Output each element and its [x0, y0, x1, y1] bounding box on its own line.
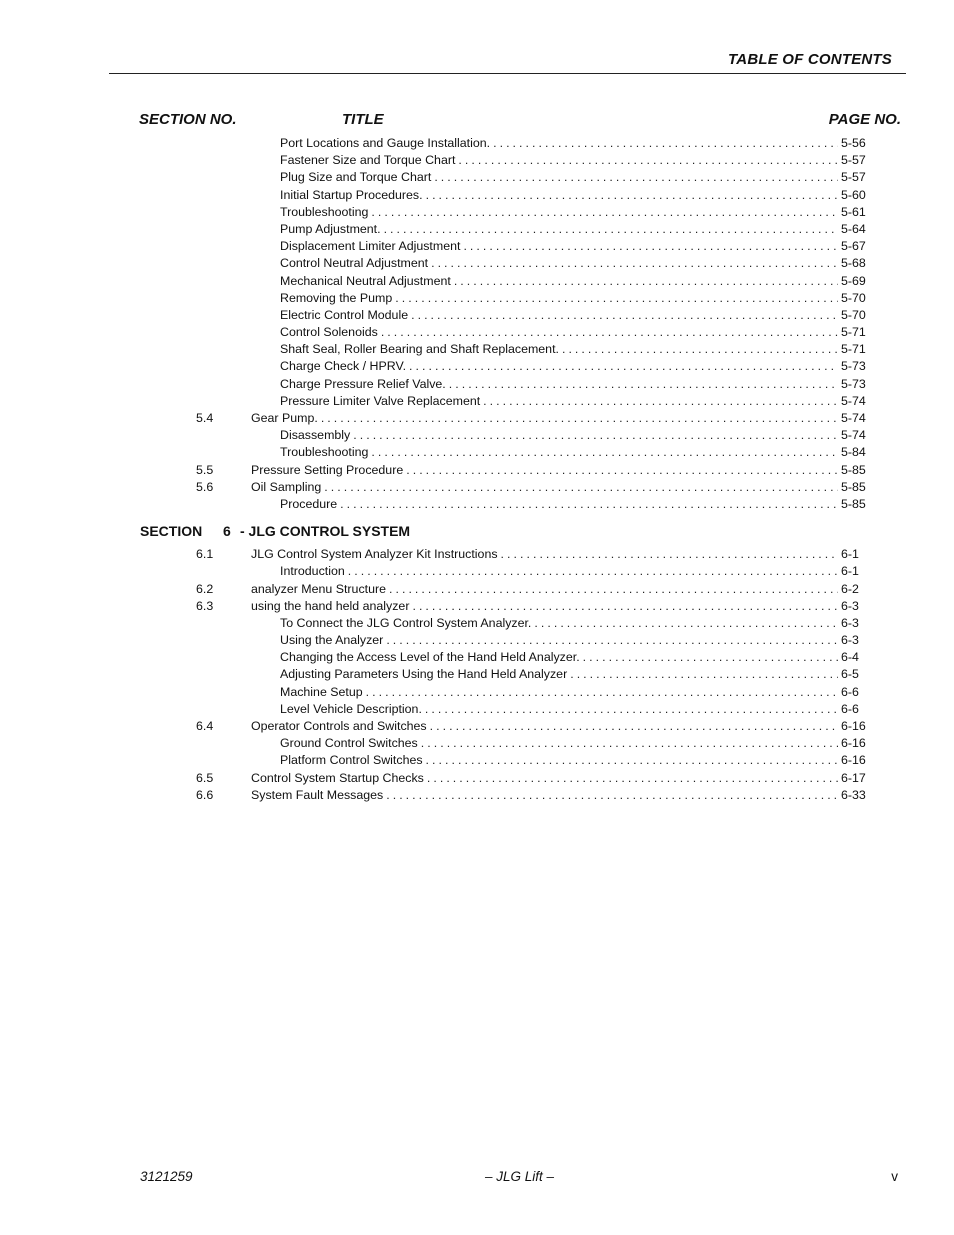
dot-leader: [427, 770, 838, 787]
toc-entry-title: Control Neutral Adjustment: [280, 256, 429, 271]
toc-entry[interactable]: [0, 376, 954, 393]
toc-group-section-5: [0, 135, 954, 513]
toc-entry-page: 6-3: [841, 633, 859, 648]
dot-leader: [386, 787, 838, 804]
dot-leader: [421, 735, 838, 752]
toc-entry[interactable]: [0, 563, 954, 580]
toc-entry[interactable]: [0, 152, 954, 169]
footer-doc-number: 3121259: [140, 1169, 193, 1184]
toc-entry[interactable]: [0, 444, 954, 461]
section-heading[interactable]: [0, 521, 954, 541]
toc-entry[interactable]: [0, 496, 954, 513]
toc-entry-page: 5-57: [841, 170, 866, 185]
dot-leader: [458, 152, 838, 169]
toc-entry-title: Disassembly: [280, 428, 351, 443]
toc-entry-line: [280, 632, 867, 649]
toc-entry[interactable]: [0, 770, 954, 787]
dot-leader: [483, 393, 838, 410]
toc-entry[interactable]: [0, 187, 954, 204]
dot-leader: [501, 546, 838, 563]
toc-entry[interactable]: [0, 238, 954, 255]
toc-entry-page: 5-68: [841, 256, 866, 271]
toc-entry-title: To Connect the JLG Control System Analyzer.: [280, 615, 532, 630]
toc-entry-page: 5-61: [841, 204, 866, 219]
toc-entry[interactable]: [0, 684, 954, 701]
toc-entry-line: [280, 735, 867, 752]
toc-entry-page: 5-69: [841, 273, 866, 288]
section-number: 6: [223, 523, 231, 540]
toc-entry-title: Level Vehicle Description.: [280, 701, 422, 716]
dot-leader: [366, 684, 838, 701]
toc-entry[interactable]: [0, 735, 954, 752]
toc-entry-line: [280, 666, 867, 683]
toc-entry-page: 6-6: [841, 684, 859, 699]
toc-entry-title: Electric Control Module: [280, 307, 409, 322]
toc-entry-number: 6.2: [196, 581, 214, 596]
toc-entry[interactable]: [0, 701, 954, 718]
toc-entry[interactable]: [0, 307, 954, 324]
toc-entry-title: Control System Startup Checks: [251, 770, 424, 785]
toc-entry-line: [280, 273, 867, 290]
toc-entry-page: 5-70: [841, 307, 866, 322]
toc-entry[interactable]: [0, 666, 954, 683]
toc-entry[interactable]: [0, 410, 954, 427]
toc-entry-page: 6-1: [841, 547, 859, 562]
dot-leader: [409, 358, 838, 375]
toc-entry-page: 6-3: [841, 598, 859, 613]
toc-entry-line: [251, 787, 867, 804]
dot-leader: [426, 752, 838, 769]
toc-entry[interactable]: [0, 204, 954, 221]
dot-leader: [434, 169, 838, 186]
toc-entry-page: 6-6: [841, 701, 859, 716]
toc-entry-page: 5-73: [841, 359, 866, 374]
dot-leader: [371, 204, 838, 221]
toc-entry-line: [280, 563, 867, 580]
toc-entry-line: [280, 204, 867, 221]
dot-leader: [411, 307, 838, 324]
dot-leader: [412, 598, 838, 615]
toc-entry[interactable]: [0, 393, 954, 410]
header-rule: [109, 73, 906, 74]
dot-leader: [386, 632, 838, 649]
dot-leader: [426, 187, 838, 204]
toc-entry[interactable]: [0, 752, 954, 769]
toc-entry-line: [280, 649, 867, 666]
toc-entry-line: [280, 290, 867, 307]
toc-entry-line: [251, 770, 867, 787]
toc-entry-title: Shaft Seal, Roller Bearing and Shaft Replacement.: [280, 342, 559, 357]
toc-entry[interactable]: [0, 787, 954, 804]
toc-entry-title: Operator Controls and Switches: [251, 719, 427, 733]
toc-entry-line: [251, 479, 867, 496]
toc-entry-page: 5-85: [841, 479, 866, 494]
toc-entry-title: Pressure Limiter Valve Replacement: [280, 393, 481, 408]
dot-leader: [431, 255, 838, 272]
column-header-title: TITLE: [342, 111, 384, 128]
toc-entry-page: 6-16: [841, 736, 866, 751]
dot-leader: [384, 221, 838, 238]
toc-entry-line: [280, 427, 867, 444]
toc-entry-line: [280, 752, 867, 769]
toc-entry-line: [280, 444, 867, 461]
toc-entry-title: Pump Adjustment.: [280, 221, 381, 236]
toc-entry-number: 6.4: [196, 719, 214, 733]
toc-entry[interactable]: [0, 324, 954, 341]
toc-entry-title: using the hand held analyzer: [251, 598, 410, 613]
toc-entry-title: JLG Control System Analyzer Kit Instructions: [251, 547, 498, 562]
dot-leader: [583, 649, 838, 666]
toc-entry[interactable]: [0, 649, 954, 666]
toc-entry[interactable]: [0, 427, 954, 444]
toc-entry-page: 6-16: [841, 753, 866, 768]
toc-entry-title: Procedure: [280, 496, 338, 511]
toc-entry-line: [280, 255, 867, 272]
toc-entry-page: 6-17: [841, 770, 866, 785]
toc-entry-title: Control Solenoids: [280, 325, 378, 340]
toc-entry-page: 6-33: [841, 787, 866, 802]
toc-entry-line: [251, 718, 867, 735]
toc-entry-line: [251, 546, 867, 563]
toc-entry-page: 6-3: [841, 615, 859, 630]
toc-group-section-6: [0, 546, 954, 804]
toc-entry-line: [280, 701, 867, 718]
toc-entry-line: [280, 324, 867, 341]
column-header-page-no: PAGE NO.: [828, 111, 901, 128]
toc-entry-page: 5-84: [841, 445, 866, 460]
toc-entry-page: 5-85: [841, 496, 866, 511]
toc-entry-number: 6.6: [196, 787, 214, 802]
toc-entry-line: [280, 496, 867, 513]
toc-entry-page: 6-2: [841, 581, 859, 596]
toc-entry-line: [251, 581, 867, 598]
dot-leader: [348, 563, 838, 580]
dot-leader: [562, 341, 838, 358]
toc-entry-page: 5-74: [841, 411, 866, 425]
toc-entry-title: Platform Control Switches: [280, 753, 423, 768]
toc-entry-title: Gear Pump.: [251, 411, 318, 425]
toc-entry-title: Displacement Limiter Adjustment: [280, 239, 461, 254]
toc-entry-line: [280, 307, 867, 324]
toc-entry-number: 6.1: [196, 547, 214, 562]
toc-entry-title: Port Locations and Gauge Installation.: [280, 136, 491, 150]
toc-entry-number: 6.3: [196, 598, 214, 613]
toc-entry[interactable]: [0, 581, 954, 598]
toc-entry-line: [280, 238, 867, 255]
dot-leader: [321, 410, 838, 427]
dot-leader: [353, 427, 838, 444]
toc-entry-title: Changing the Access Level of the Hand Held Analyzer.: [280, 650, 580, 665]
toc-entry-page: 6-5: [841, 667, 859, 682]
toc-entry-line: [251, 410, 867, 427]
section-title: - JLG CONTROL SYSTEM: [240, 523, 411, 540]
toc-entry-title: Troubleshooting: [280, 445, 369, 460]
dot-leader: [534, 615, 838, 632]
dot-leader: [454, 273, 838, 290]
toc-entry-line: [280, 615, 867, 632]
toc-entry-page: 5-64: [841, 221, 866, 236]
toc-entry-title: Adjusting Parameters Using the Hand Held Analyzer: [280, 667, 568, 682]
toc-entry[interactable]: [0, 718, 954, 735]
toc-entry-line: [280, 221, 867, 238]
toc-entry-page: 6-4: [841, 650, 859, 665]
section-label: SECTION: [140, 523, 203, 540]
toc-entry-line: [280, 341, 867, 358]
toc-entry-title: Oil Sampling: [251, 479, 322, 494]
toc-entry[interactable]: [0, 221, 954, 238]
toc-entry-number: 5.4: [196, 411, 214, 425]
dot-leader: [324, 479, 838, 496]
toc-entry-title: System Fault Messages: [251, 787, 384, 802]
footer-page-number: v: [891, 1169, 898, 1184]
toc-entry[interactable]: [0, 290, 954, 307]
toc-entry[interactable]: [0, 273, 954, 290]
toc-entry-title: Charge Check / HPRV.: [280, 359, 407, 374]
toc-entry-title: Using the Analyzer: [280, 633, 384, 648]
toc-entry-page: 6-16: [841, 719, 866, 733]
toc-entry-page: 5-70: [841, 290, 866, 305]
toc-entry[interactable]: [0, 341, 954, 358]
toc-entry-page: 5-71: [841, 342, 866, 357]
toc-entry-page: 5-85: [841, 462, 866, 477]
toc-entry-page: 5-74: [841, 393, 866, 408]
footer-center-text: – JLG Lift –: [485, 1169, 555, 1184]
toc-entry[interactable]: [0, 615, 954, 632]
dot-leader: [340, 496, 838, 513]
dot-leader: [425, 701, 838, 718]
toc-entry-page: 5-71: [841, 325, 866, 340]
toc-entry-page: 5-67: [841, 239, 866, 254]
toc-entry-title: Initial Startup Procedures.: [280, 187, 423, 202]
dot-leader: [449, 376, 838, 393]
toc-entry[interactable]: [0, 358, 954, 375]
toc-entry[interactable]: [0, 169, 954, 186]
page-header-title: TABLE OF CONTENTS: [728, 51, 892, 68]
toc-entry-number: 5.6: [196, 479, 214, 494]
toc-entry-title: Introduction: [280, 564, 345, 579]
toc-entry-title: Pressure Setting Procedure: [251, 462, 404, 477]
toc-entry-title: analyzer Menu Structure: [251, 581, 386, 596]
toc-entry-page: 5-73: [841, 376, 866, 391]
toc-entry-page: 5-74: [841, 428, 866, 443]
toc-entry-line: [280, 393, 867, 410]
toc-entry-title: Ground Control Switches: [280, 736, 418, 751]
toc-entry-title: Charge Pressure Relief Valve.: [280, 376, 446, 391]
toc-entry-page: 5-56: [841, 136, 866, 150]
toc-entry-page: 5-60: [841, 187, 866, 202]
toc-entry-number: 5.5: [196, 462, 214, 477]
toc-entry-number: 6.5: [196, 770, 214, 785]
dot-leader: [389, 581, 838, 598]
toc-entry-page: 5-57: [841, 153, 866, 168]
toc-entry-line: [280, 358, 867, 375]
toc-entry[interactable]: [0, 135, 954, 152]
toc-entry-line: [280, 169, 867, 186]
toc-entry[interactable]: [0, 479, 954, 496]
table-of-contents: [0, 135, 954, 804]
dot-leader: [430, 718, 838, 735]
dot-leader: [463, 238, 838, 255]
toc-entry[interactable]: [0, 632, 954, 649]
dot-leader: [570, 666, 838, 683]
dot-leader: [493, 135, 838, 152]
toc-entry-page: 6-1: [841, 564, 859, 579]
toc-entry-line: [280, 135, 867, 152]
toc-entry-line: [251, 462, 867, 479]
toc-entry[interactable]: [0, 598, 954, 615]
toc-entry-title: Plug Size and Torque Chart: [280, 170, 432, 185]
toc-entry[interactable]: [0, 255, 954, 272]
dot-leader: [371, 444, 838, 461]
toc-entry-line: [251, 598, 867, 615]
toc-entry-title: Removing the Pump: [280, 290, 393, 305]
toc-entry-line: [280, 684, 867, 701]
toc-entry-title: Troubleshooting: [280, 204, 369, 219]
toc-entry-line: [280, 187, 867, 204]
toc-entry[interactable]: [0, 462, 954, 479]
dot-leader: [395, 290, 838, 307]
toc-entry-line: [280, 376, 867, 393]
dot-leader: [381, 324, 838, 341]
toc-entry[interactable]: [0, 546, 954, 563]
toc-entry-title: Fastener Size and Torque Chart: [280, 153, 456, 168]
toc-entry-title: Machine Setup: [280, 684, 363, 699]
toc-entry-line: [280, 152, 867, 169]
column-header-section-no: SECTION NO.: [139, 111, 237, 128]
toc-entry-title: Mechanical Neutral Adjustment: [280, 273, 451, 288]
dot-leader: [406, 462, 838, 479]
